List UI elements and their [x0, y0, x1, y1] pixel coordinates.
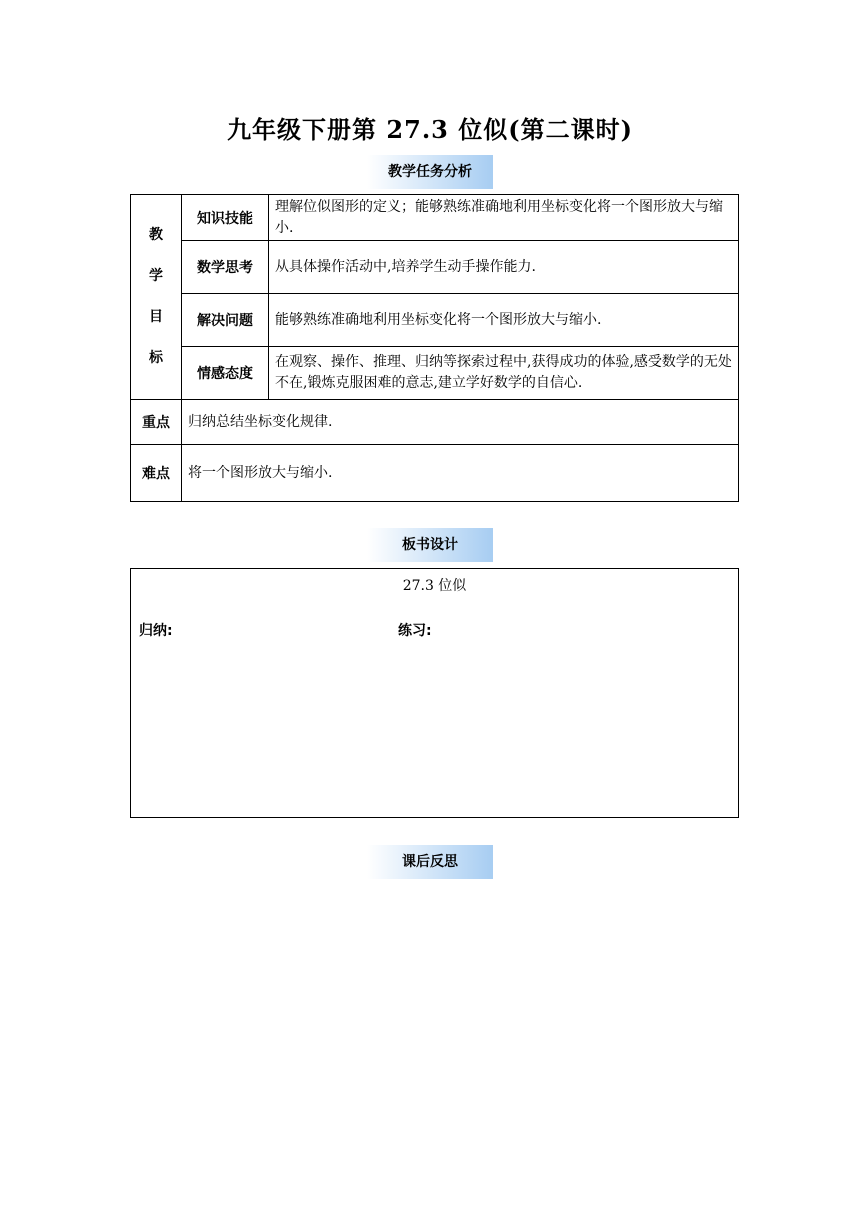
- objective-text: 从具体操作活动中,培养学生动手操作能力.: [269, 241, 739, 294]
- key-point-text: 归纳总结坐标变化规律.: [182, 400, 739, 445]
- difficult-point-label: 难点: [131, 445, 182, 502]
- key-point-label: 重点: [131, 400, 182, 445]
- objective-category: 情感态度: [182, 347, 269, 400]
- objective-category: 数学思考: [182, 241, 269, 294]
- objective-text: 理解位似图形的定义；能够熟练准确地利用坐标变化将一个图形放大与缩小.: [269, 195, 739, 241]
- table-row: [131, 294, 739, 347]
- table-row: [131, 400, 739, 445]
- table-row: [131, 195, 739, 241]
- objective-category: 解决问题: [182, 294, 269, 347]
- vertical-char: 教: [149, 227, 163, 243]
- section-banner-reflection: 课后反思: [367, 845, 493, 879]
- table-row: [131, 445, 739, 502]
- table-row: [131, 347, 739, 400]
- vertical-char: 标: [149, 350, 163, 366]
- objective-text: 能够熟练准确地利用坐标变化将一个图形放大与缩小.: [269, 294, 739, 347]
- board-design-box: [130, 568, 739, 818]
- section-banner-analysis: 教学任务分析: [367, 155, 493, 189]
- table-row: [131, 241, 739, 294]
- board-exercise-label: 练习:: [398, 623, 432, 639]
- objective-text: 在观察、操作、推理、归纳等探索过程中,获得成功的体验,感受数学的无处不在,锻炼克服困难的意志,建立学好数学的自信心.: [269, 347, 739, 400]
- vertical-char: 学: [149, 268, 163, 284]
- board-summary-label: 归纳:: [139, 623, 173, 639]
- board-title: 27.3 位似: [402, 578, 467, 594]
- page-title: 九年级下册第 27.3 位似(第二课时): [227, 115, 633, 144]
- difficult-point-text: 将一个图形放大与缩小.: [182, 445, 739, 502]
- objective-category: 知识技能: [182, 195, 269, 241]
- teaching-analysis-table: [130, 194, 739, 502]
- section-banner-board: 板书设计: [367, 528, 493, 562]
- vertical-char: 目: [149, 309, 163, 325]
- objectives-vertical-label: [131, 195, 182, 400]
